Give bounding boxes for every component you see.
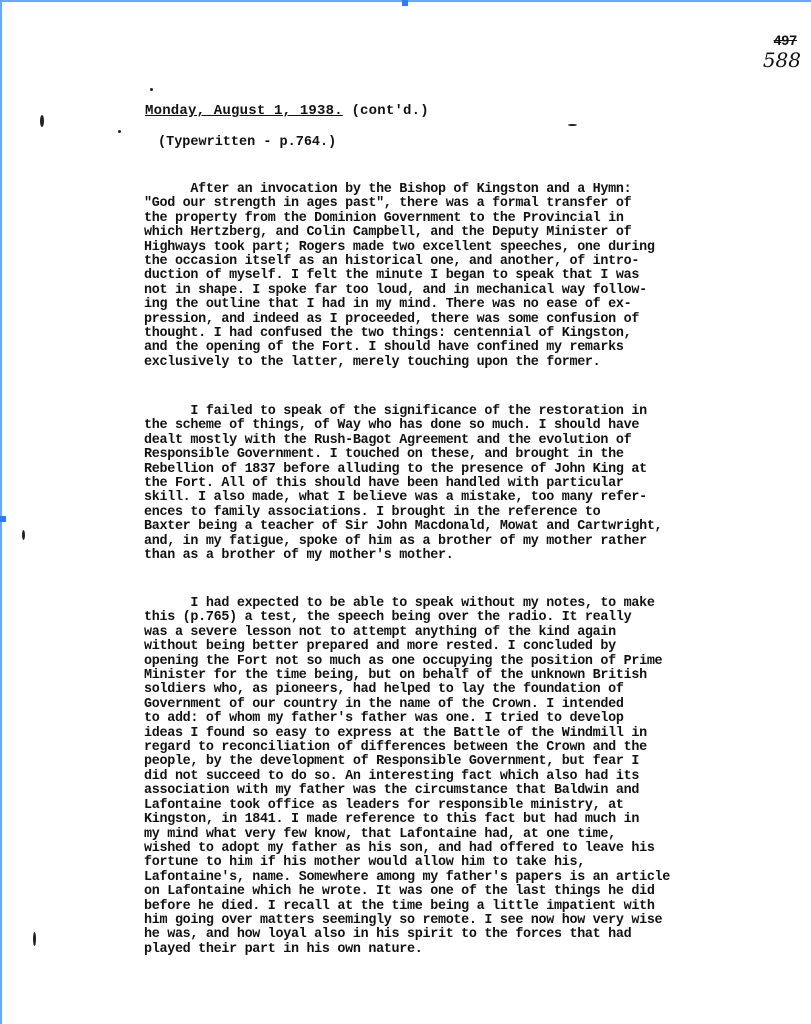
text-line: was a severe lesson not to attempt anything of the kind again xyxy=(144,624,616,640)
text-line: thought. I had confused the two things: centennial of Kingston, xyxy=(144,326,632,342)
text-line: skill. I also made, what I believe was a mistake, too many refer- xyxy=(144,490,647,506)
text-line: regard to reconciliation of differences between the Crown and the xyxy=(144,740,647,756)
text-line: this (p.765) a test, the speech being over the radio. It really xyxy=(144,610,632,626)
text-line: Lafontaine took office as leaders for responsible ministry, at xyxy=(144,797,624,813)
scan-speck xyxy=(118,130,121,133)
scan-speck xyxy=(22,530,25,540)
text-line: the scheme of things, of Way who has done so much. I should have xyxy=(144,418,640,434)
text-line: Baxter being a teacher of Sir John Macdonald, Mowat and Cartwright, xyxy=(144,519,663,535)
text-line: Minister for the time being, but on behalf of the unknown British xyxy=(144,668,647,684)
text-line: he was, and how loyal also in his spirit to the forces that had xyxy=(144,927,632,943)
text-line: the property from the Dominion Government to the Provincial in xyxy=(144,210,624,226)
text-line: before he died. I recall at the time being a little impatient with xyxy=(144,898,655,914)
text-line: played their part in his own nature. xyxy=(144,941,423,957)
selection-handle-left[interactable] xyxy=(0,516,6,522)
entry-date-suffix: (cont'd.) xyxy=(351,103,429,119)
text-line: "God our strength in ages past", there was a formal transfer of xyxy=(144,196,632,212)
text-line: people, by the development of Responsible Government, but fear I xyxy=(144,754,640,770)
page-number-struck: 497 xyxy=(773,32,797,48)
text-line: Kingston, in 1841. I made reference to this fact but had much in xyxy=(144,812,640,828)
scan-speck xyxy=(568,124,577,126)
scan-speck xyxy=(150,88,153,91)
text-line: to add: of whom my father's father was one. I tried to develop xyxy=(144,711,624,727)
page-number-handwritten: 588 xyxy=(762,48,801,72)
selection-handle-top[interactable] xyxy=(402,0,408,6)
entry-date-line xyxy=(145,103,429,119)
text-line: pression, and indeed as I proceeded, there was some confusion of xyxy=(144,311,640,327)
text-line: I failed to speak of the significance of the restoration in xyxy=(144,404,647,419)
source-note: (Typewritten - p.764.) xyxy=(158,135,337,150)
text-line: Highways took part; Rogers made two excellent speeches, one during xyxy=(144,239,655,255)
paragraph-1 xyxy=(144,183,804,370)
text-line: without being better prepared and more rested. I concluded by xyxy=(144,639,616,655)
text-line: and, in my fatigue, spoke of him as a brother of my mother rather xyxy=(144,533,647,549)
text-line: ences to family associations. I brought in the reference to xyxy=(144,504,601,520)
text-line: did not succeed to do so. An interesting fact which also had its xyxy=(144,768,640,784)
paragraph-3 xyxy=(144,597,804,957)
text-line: exclusively to the latter, merely touching upon the former. xyxy=(144,354,601,370)
selection-frame-left xyxy=(0,0,2,1024)
text-line: fortune to him if his mother would allow him to take his, xyxy=(144,855,585,871)
text-line: wished to adopt my father as his son, and had offered to leave his xyxy=(144,840,655,856)
text-line: ideas I found so easy to express at the Battle of the Windmill in xyxy=(144,725,647,741)
entry-date: Monday, August 1, 1938. xyxy=(145,103,343,119)
text-line: and the opening of the Fort. I should have confined my remarks xyxy=(144,340,624,356)
text-line: on Lafontaine which he wrote. It was one of the last things he did xyxy=(144,884,655,900)
text-line: opening the Fort not so much as one occupying the position of Prime xyxy=(144,653,663,669)
paragraph-2 xyxy=(144,405,804,563)
text-line: After an invocation by the Bishop of Kingston and a Hymn: xyxy=(144,182,632,197)
text-line: I had expected to be able to speak without my notes, to make xyxy=(144,596,655,611)
scan-speck xyxy=(33,932,36,946)
text-line: soldiers who, as pioneers, had helped to lay the foundation of xyxy=(144,682,624,698)
text-line: duction of myself. I felt the minute I began to speak that I was xyxy=(144,268,640,284)
scan-speck xyxy=(40,115,44,127)
text-line: than as a brother of my mother's mother. xyxy=(144,548,454,564)
text-line: Lafontaine's, name. Somewhere among my father's papers is an article xyxy=(144,869,671,885)
text-line: the Fort. All of this should have been handled with particular xyxy=(144,476,624,492)
text-line: not in shape. I spoke far too loud, and in mechanical way follow- xyxy=(144,282,647,298)
text-line: Government of our country in the name of the Crown. I intended xyxy=(144,696,624,712)
text-line: the occasion itself as an historical one, and another, of intro- xyxy=(144,254,640,270)
text-line: dealt mostly with the Rush-Bagot Agreement and the evolution of xyxy=(144,432,632,448)
text-line: him going over matters seemingly so remote. I see now how very wise xyxy=(144,912,663,928)
text-line: Responsible Government. I touched on these, and brought in the xyxy=(144,447,624,463)
text-line: my mind what very few know, that Lafontaine had, at one time, xyxy=(144,826,616,842)
text-line: Rebellion of 1837 before alluding to the presence of John King at xyxy=(144,461,647,477)
text-line: association with my father was the circumstance that Baldwin and xyxy=(144,783,640,799)
text-line: which Hertzberg, and Colin Campbell, and the Deputy Minister of xyxy=(144,225,632,241)
text-line: ing the outline that I had in my mind. There was no ease of ex- xyxy=(144,297,632,313)
